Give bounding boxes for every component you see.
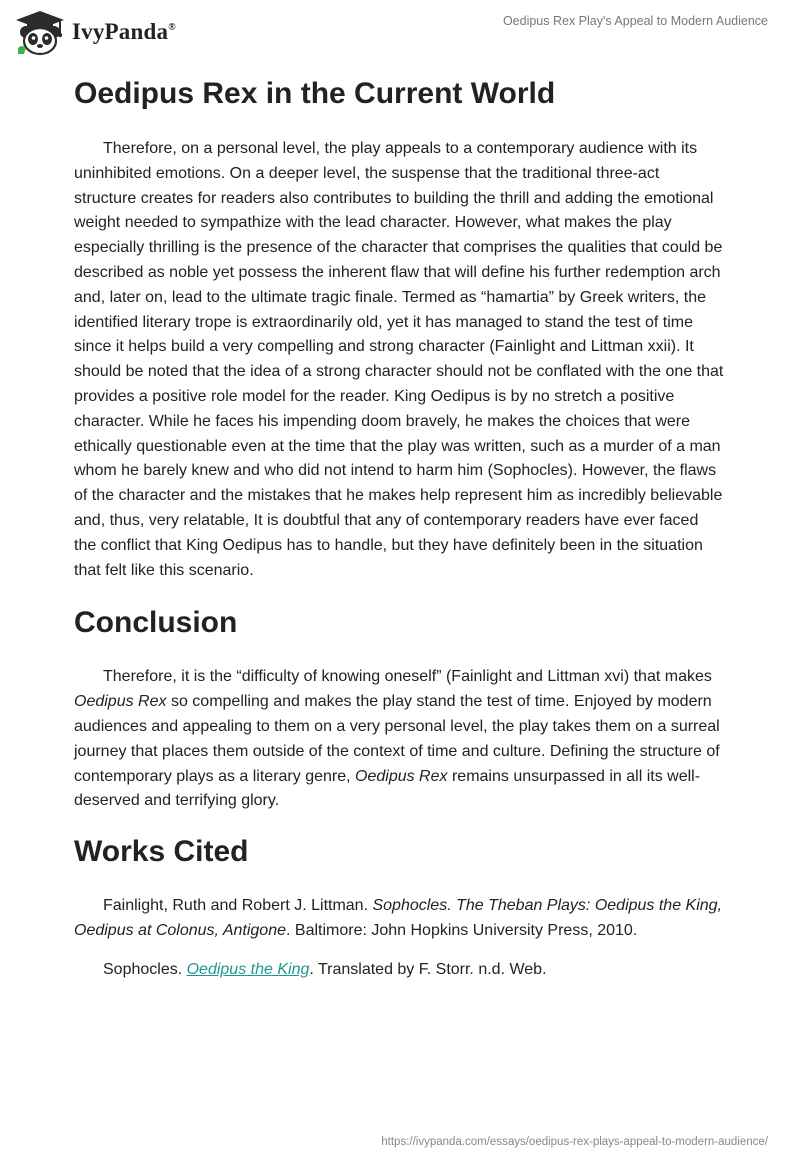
play-title: Oedipus Rex: [355, 767, 448, 785]
essay-content: [74, 70, 724, 983]
citation-sophocles: Sophocles. Oedipus the King. Translated by F. Storr. n.d. Web.: [103, 960, 547, 978]
panda-logo-icon: [14, 8, 66, 56]
paragraph-current-world: Therefore, on a personal level, the play appeals to a contemporary audience with its uninhibited emotions. On a deeper level, the suspense that the traditional three-act structure creates for readers also contributes to building the thrill and adding the emotional weight needed to sympathize with the lead character. However, what makes the play especially thrilling is the presence of the character that comprises the qualities that could be described as noble yet possess the inherent flaw that will define his further redemption arch and, later on, lead to the ultimate tragic finale. Termed as “hamartia” by Greek writers, the identified literary trope is extraordinarily old, yet it has managed to stand the test of time since it helps build a very compelling and strong character (Fainlight and Littman xxii). It should be noted that the idea of a strong character should not be conflated with the one that provides a positive role model for the reader. King Oedipus is by no stretch a positive character. While he faces his impending doom bravely, he makes the choices that were ethically questionable even at the time that the play was written, such as a murder of a man whom he barely knew and who did not intend to harm him (Sophocles). However, the flaws of the character and the mistakes that he makes help represent him as incredibly believable and, thus, very relatable, It is doubtful that any of contemporary readers have ever faced the conflict that King Oedipus has to handle, but they have definitely been in the situation that felt like this scenario.: [74, 140, 724, 579]
source-url[interactable]: https://ivypanda.com/essays/oedipus-rex-plays-appeal-to-modern-audience/: [381, 1136, 768, 1148]
oedipus-the-king-link[interactable]: Oedipus the King: [186, 960, 310, 978]
section-heading-current-world: Oedipus Rex in the Current World: [74, 77, 556, 110]
citation-fainlight: Fainlight, Ruth and Robert J. Littman. Sophocles. The Theban Plays: Oedipus the King, Oedipus at Colonus, Antigone. Baltimore: John Hopkins University Press, 2010.: [74, 897, 723, 939]
document-title: Oedipus Rex Play's Appeal to Modern Audience: [502, 14, 768, 28]
section-heading-works-cited: Works Cited: [74, 835, 249, 869]
logo[interactable]: [14, 8, 176, 56]
logo-text: IvyPanda®: [72, 19, 176, 44]
section-heading-conclusion: Conclusion: [74, 606, 238, 640]
page-header: [0, 0, 800, 64]
play-title: Oedipus Rex: [74, 693, 167, 711]
paragraph-conclusion: Therefore, it is the “difficulty of knowing oneself” (Fainlight and Littman xvi) that makes Oedipus Rex so compelling and makes the play stand the test of time. Enjoyed by modern audiences and appealing to them on a very personal level, the play takes them on a surreal journey that places them outside of the context of time and culture. Defining the structure of contemporary plays as a literary genre, Oedipus Rex remains unsurpassed in all its well-deserved and terrifying glory.: [74, 668, 720, 810]
